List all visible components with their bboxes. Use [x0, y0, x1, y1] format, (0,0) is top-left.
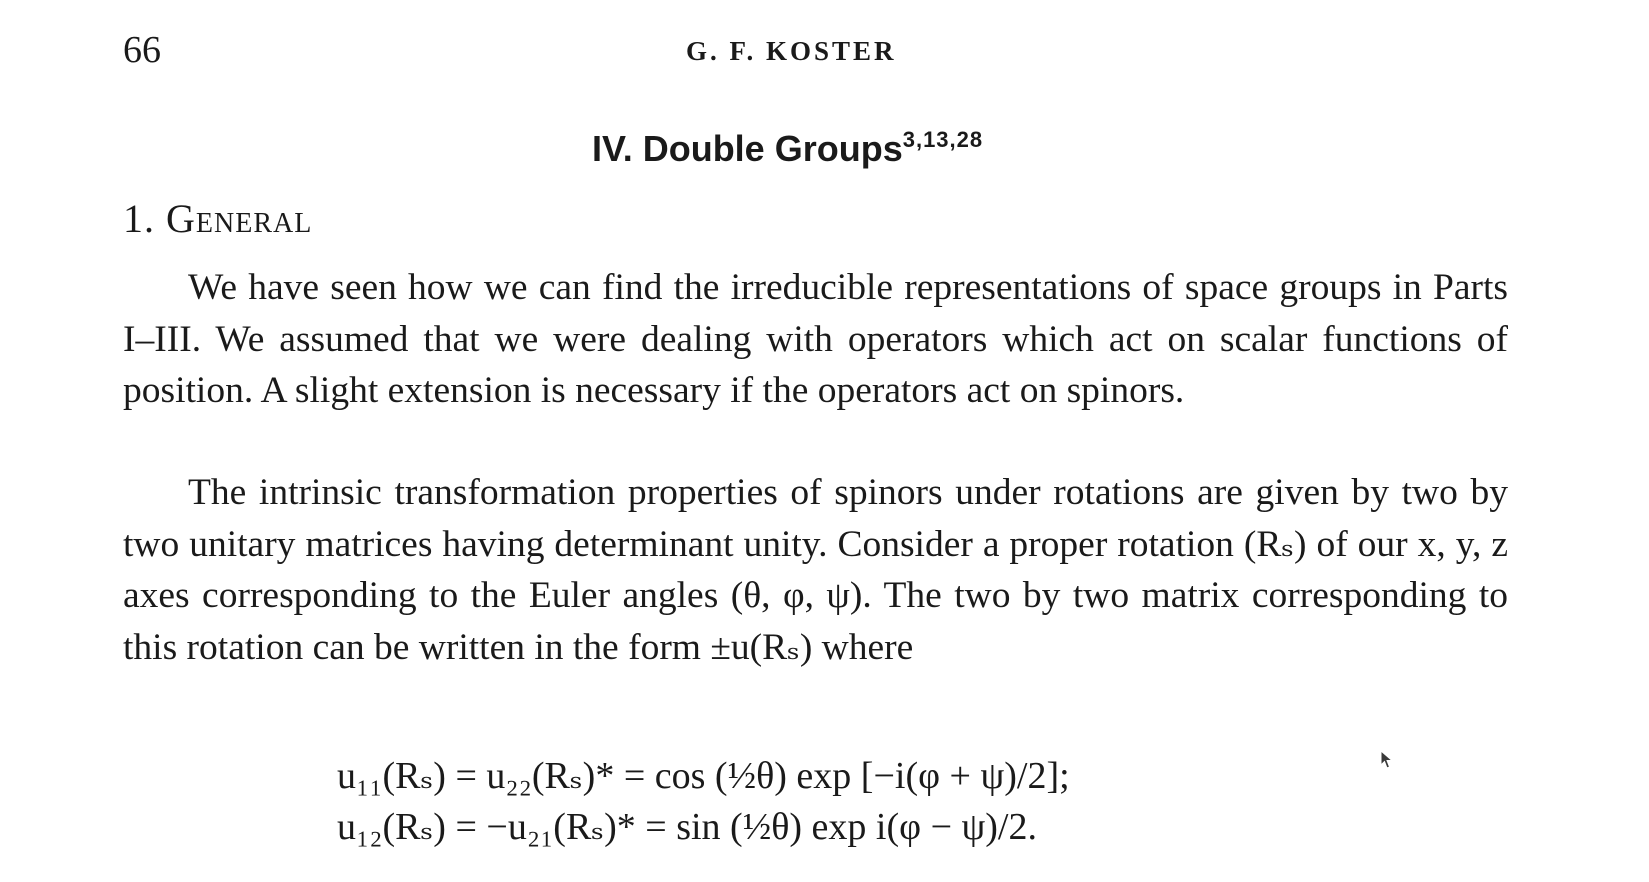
- chapter-title: [592, 117, 983, 172]
- paragraph-2: The intrinsic transformation properties of spinors under rotations are given by two by two unitary matrices having determinant unity. Consider a proper rotation (Rₛ) of our x, y, z axes corresponding to the Euler angles (θ, φ, ψ). The two by two matrix corresponding to this rotation can be written in the form ±u(Rₛ) where: [123, 472, 1508, 668]
- running-head-author: G. F. KOSTER: [686, 36, 897, 66]
- equation-line-1: u₁₁(Rₛ) = u₂₂(Rₛ)* = cos (½θ) exp [−i(φ + ψ)/2];: [337, 755, 1070, 797]
- equation-block: [337, 751, 1070, 853]
- chapter-references: 3,13,28: [902, 127, 984, 152]
- chapter-title-text: IV. Double Groups: [592, 128, 903, 169]
- paragraph-1: We have seen how we can find the irreducible representations of space groups in Parts I–III. We assumed that we were dealing with operators which act on scalar functions of position. A slight extension is necessary if the operators act on spinors.: [123, 267, 1508, 411]
- equation-line-2: u₁₂(Rₛ) = −u₂₁(Rₛ)* = sin (½θ) exp i(φ − ψ)/2.: [337, 806, 1037, 848]
- page-number: 66: [123, 29, 161, 71]
- mouse-pointer-icon: [1380, 750, 1394, 770]
- section-heading: 1. General: [123, 196, 313, 241]
